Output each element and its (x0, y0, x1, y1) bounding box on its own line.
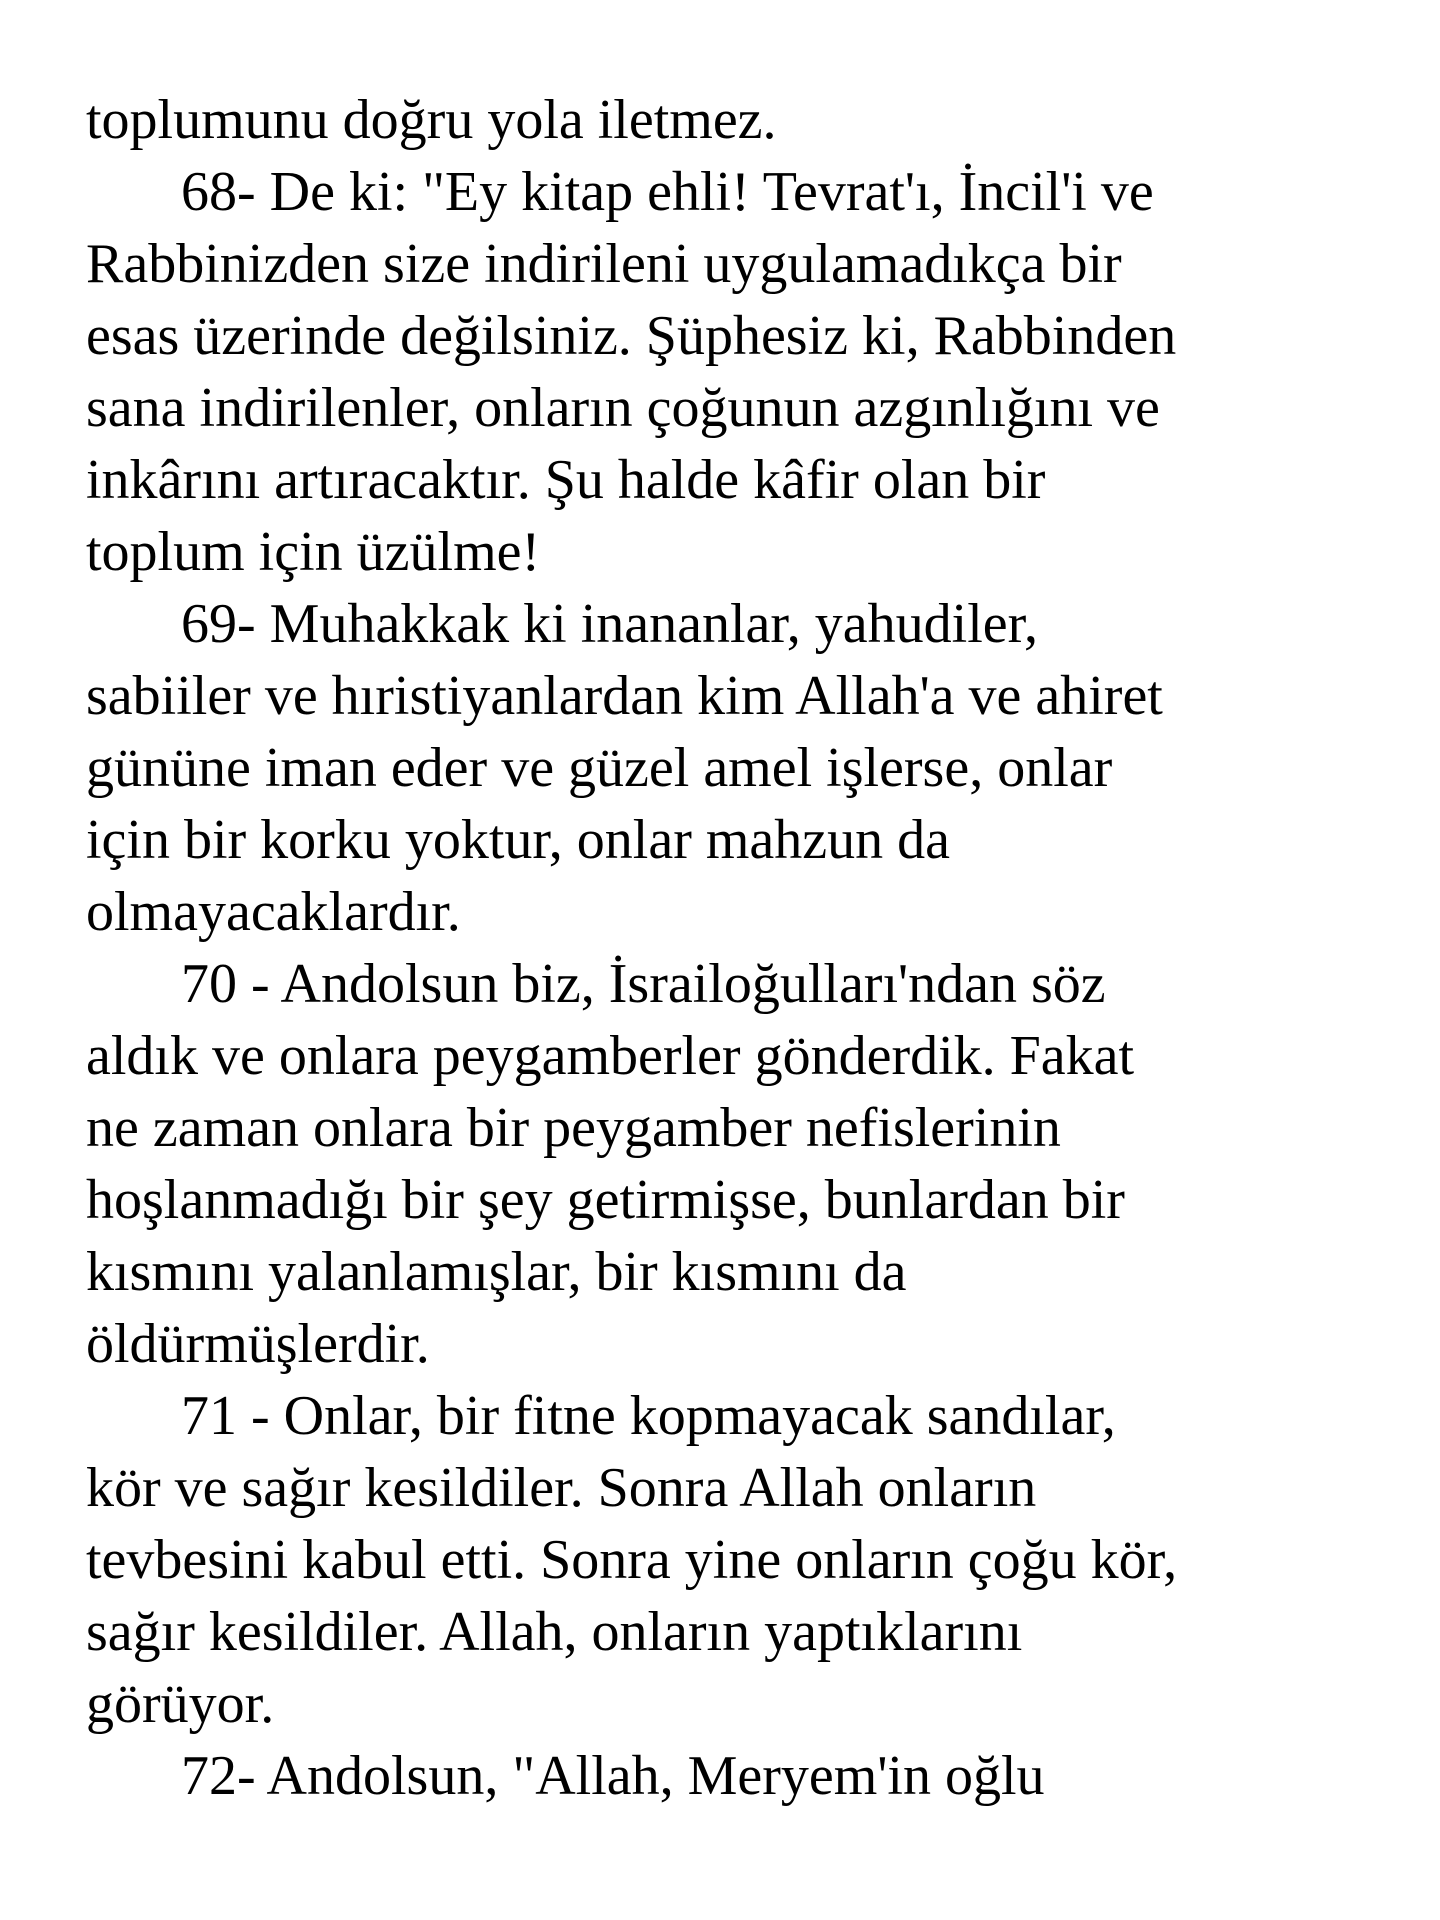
text-line: kısmını yalanlamışlar, bir kısmını da (86, 1241, 907, 1303)
text-line: inkârını artıracaktır. Şu halde kâfir olan bir (86, 449, 1046, 511)
text-line: esas üzerinde değilsiniz. Şüphesiz ki, Rabbinden (86, 305, 1177, 367)
text-line: 69- Muhakkak ki inananlar, yahudiler, (181, 593, 1039, 655)
body-text (86, 84, 1426, 1812)
text-line: öldürmüşlerdir. (86, 1313, 430, 1375)
text-line: 71 - Onlar, bir fitne kopmayacak sandılar, (181, 1385, 1116, 1447)
text-line: Rabbinizden size indirileni uygulamadıkça bir (86, 233, 1122, 295)
text-line: 68- De ki: "Ey kitap ehli! Tevrat'ı, İncil'i ve (181, 161, 1154, 223)
text-line: kör ve sağır kesildiler. Sonra Allah onların (86, 1457, 1037, 1519)
text-line: sabiiler ve hıristiyanlardan kim Allah'a ve ahiret (86, 665, 1163, 727)
text-line: toplumunu doğru yola iletmez. (86, 89, 777, 151)
text-line: tevbesini kabul etti. Sonra yine onların çoğu kör, (86, 1529, 1178, 1591)
text-line: için bir korku yoktur, onlar mahzun da (86, 809, 950, 871)
text-line: ne zaman onlara bir peygamber nefislerinin (86, 1097, 1061, 1159)
text-line: gününe iman eder ve güzel amel işlerse, onlar (86, 737, 1113, 799)
text-line: görüyor. (86, 1673, 275, 1735)
text-line: toplum için üzülme! (86, 521, 541, 583)
text-line: 70 - Andolsun biz, İsrailoğulları'ndan söz (181, 953, 1106, 1015)
text-line: 72- Andolsun, "Allah, Meryem'in oğlu (181, 1745, 1045, 1807)
text-line: aldık ve onlara peygamberler gönderdik. Fakat (86, 1025, 1135, 1087)
text-line: sana indirilenler, onların çoğunun azgınlığını ve (86, 377, 1160, 439)
text-line: olmayacaklardır. (86, 881, 461, 943)
text-line: hoşlanmadığı bir şey getirmişse, bunlardan bir (86, 1169, 1125, 1231)
text-line: sağır kesildiler. Allah, onların yaptıklarını (86, 1601, 1023, 1663)
